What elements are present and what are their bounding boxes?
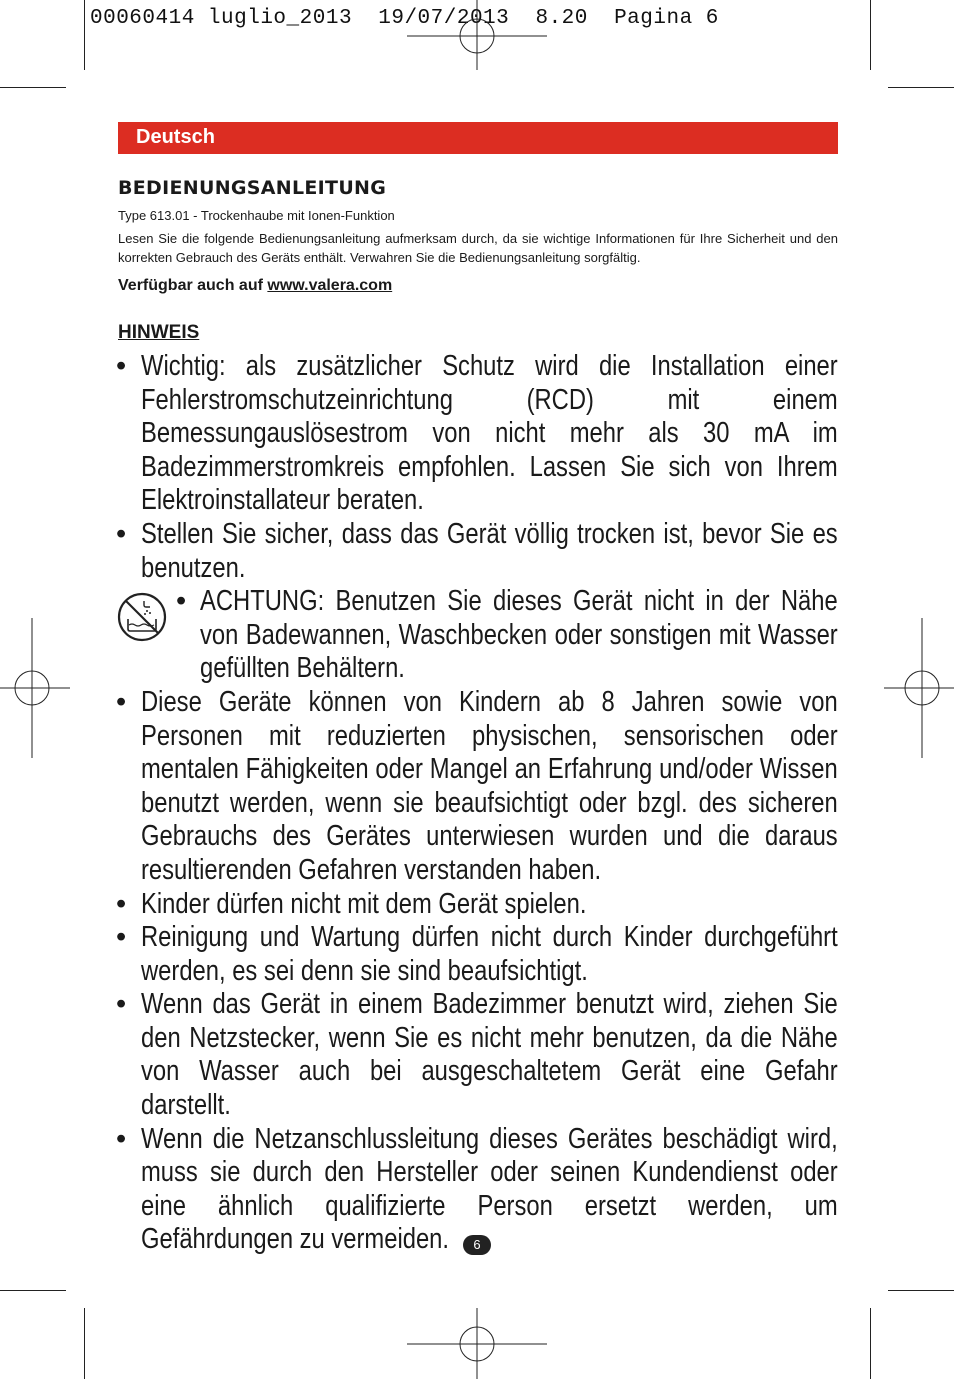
website-link[interactable]: www.valera.com bbox=[267, 277, 393, 294]
availability-label: Verfügbar auch auf bbox=[118, 277, 263, 294]
registration-mark-left bbox=[0, 618, 70, 758]
list-item: • Wenn das Gerät in einem Badezimmer benutzt wird, ziehen Sie den Netzstecker, wenn Sie es nicht mehr benutzen, da die Nähe von Wasser auch bei ausgeschaltetem Gerät eine Gefahr darstellt. bbox=[116, 988, 838, 1122]
list-item-warning: • ACHTUNG: Benutzen Sie dieses Gerät nicht in der Nähe von Badewannen, Waschbecken oder sonstigen mit Wasser gefüllten Behältern. bbox=[116, 585, 838, 686]
language-label: Deutsch bbox=[136, 126, 215, 148]
list-item: • Stellen Sie sicher, dass das Gerät völlig trocken ist, bevor Sie es benutzen. bbox=[116, 518, 838, 585]
intro-text: Lesen Sie die folgende Bedienungsanleitung aufmerksam durch, da sie wichtige Informationen für Ihre Sicherheit und den korrekten Gebrauch des Geräts enthält. Verwahren Sie die Bedienungsanleitung sorgfältig. bbox=[118, 231, 838, 265]
list-item: • Kinder dürfen nicht mit dem Gerät spielen. bbox=[116, 888, 838, 922]
list-item: • Wenn die Netzanschlussleitung dieses Gerätes beschädigt wird, muss sie durch den Hersteller oder seinen Kundendienst oder eine ähnlich qualifizierte Person ersetzt werden, um Gefährdungen zu vermeiden. bbox=[116, 1123, 838, 1257]
availability-line bbox=[118, 277, 392, 295]
list-item: • Reinigung und Wartung dürfen nicht durch Kinder durchgeführt werden, es sei denn sie sind beaufsichtigt. bbox=[116, 921, 838, 988]
crop-mark-top-left-v bbox=[84, 0, 85, 70]
registration-mark-bottom bbox=[407, 1308, 547, 1379]
list-item: • Wichtig: als zusätzlicher Schutz wird die Installation einer Fehlerstromschutzeinrichtung (RCD) mit einem Bemessungauslösestrom von nicht mehr als 30 mA im Badezimmerstromkreis empfohlen. Lassen Sie sich von Ihrem Elektroinstallateur beraten. bbox=[116, 350, 838, 518]
crop-mark-top-right-v bbox=[870, 0, 871, 70]
print-slug: 00060414 luglio_2013 19/07/2013 8.20 Pagina 6 bbox=[90, 7, 719, 30]
crop-mark-bottom-left-v bbox=[84, 1308, 85, 1379]
no-water-bath-icon bbox=[116, 591, 168, 643]
crop-mark-bottom-right-v bbox=[870, 1308, 871, 1379]
page-number-badge: 6 bbox=[463, 1235, 491, 1255]
crop-mark-top-right-h bbox=[888, 87, 954, 88]
safety-list bbox=[116, 350, 838, 1257]
crop-mark-bottom-left-h bbox=[0, 1290, 66, 1291]
crop-mark-top-left-h bbox=[0, 87, 66, 88]
document-title: BEDIENUNGSANLEITUNG bbox=[118, 177, 387, 199]
section-heading: HINWEIS bbox=[118, 322, 200, 343]
registration-mark-right bbox=[884, 618, 954, 758]
list-item: • Diese Geräte können von Kindern ab 8 Jahren sowie von Personen mit reduzierten physischen, sensorischen oder mentalen Fähigkeiten oder Mangel an Erfahrung und/oder Wissen benutzt werden, wenn sie beaufsichtigt oder bzgl. des sicheren Gebrauchs des Gerätes unterwiesen wurden und die daraus resultierenden Gefahren verstanden haben. bbox=[116, 686, 838, 888]
type-line: Type 613.01 - Trockenhaube mit Ionen-Funktion bbox=[118, 208, 395, 223]
language-bar bbox=[118, 122, 838, 154]
crop-mark-bottom-right-h bbox=[888, 1290, 954, 1291]
registration-mark-top bbox=[407, 0, 547, 72]
